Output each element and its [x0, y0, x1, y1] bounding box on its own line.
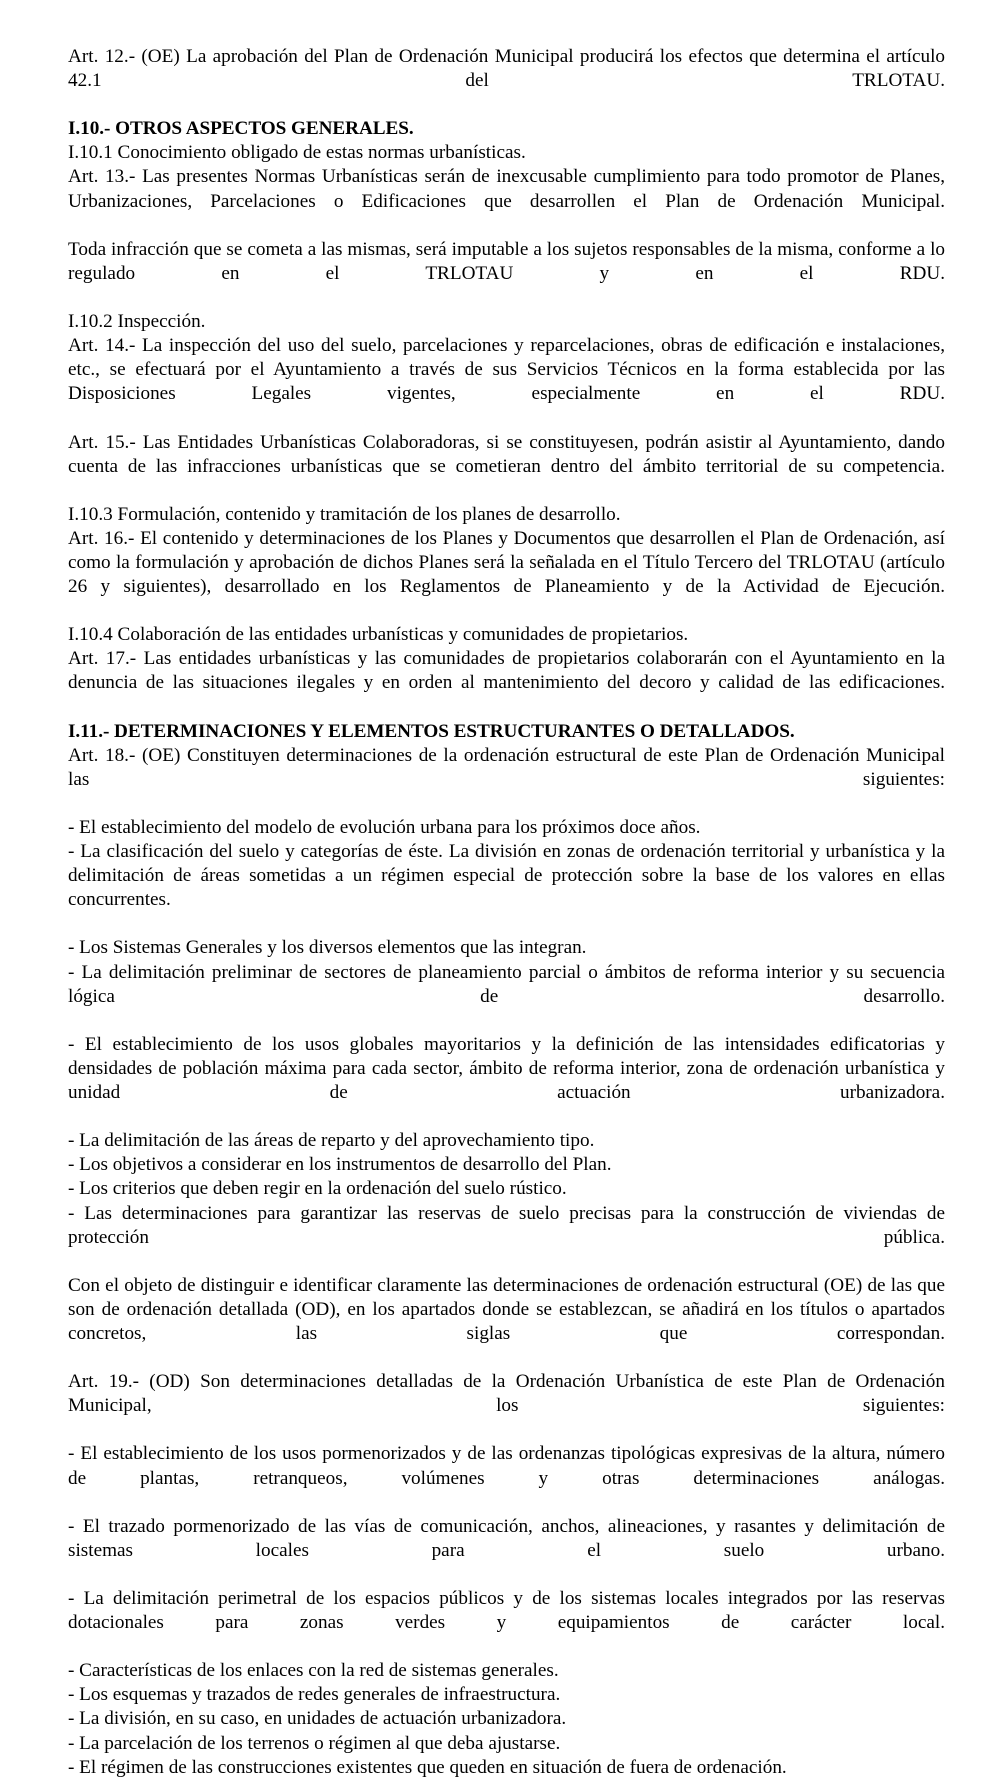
list-item: - El establecimiento de los usos globales mayoritarios y la definición de las intensidades edificatorias y densidades de población máxima para cada sector, ámbito de reforma interior, zona de ordenación urbanística y unidad de actuación urbanizadora.: [68, 1033, 945, 1104]
list-item: - El régimen de las construcciones existentes que queden en situación de fuera de ordenación.: [68, 1756, 787, 1778]
list-item: - La delimitación de las áreas de reparto y del aprovechamiento tipo.: [68, 1130, 595, 1152]
body-paragraph: I.10.2 Inspección.: [68, 311, 206, 333]
body-paragraph: I.10.4 Colaboración de las entidades urbanísticas y comunidades de propietarios.: [68, 624, 689, 646]
list-item: - El establecimiento de los usos pormenorizados y de las ordenanzas tipológicas expresivas de la altura, número de plantas, retranqueos, volúmenes y otras determinaciones análogas.: [68, 1443, 945, 1489]
list-item: - Características de los enlaces con la red de sistemas generales.: [68, 1660, 559, 1682]
list-item: - La parcelación de los terrenos o régimen al que deba ajustarse.: [68, 1732, 561, 1754]
body-paragraph: I.10.1 Conocimiento obligado de estas normas urbanísticas.: [68, 142, 526, 164]
body-paragraph: Art. 15.- Las Entidades Urbanísticas Colaboradoras, si se constituyesen, podrán asistir al Ayuntamiento, dando cuenta de las infracciones urbanísticas que se cometieran dentro del ámbito territorial de su competencia.: [68, 431, 945, 477]
body-paragraph: Art. 17.- Las entidades urbanísticas y las comunidades de propietarios colaborarán con el Ayuntamiento en la denuncia de las situaciones ilegales y en orden al mantenimiento del decoro y calidad de las edificaciones.: [68, 648, 945, 694]
list-item: - Los objetivos a considerar en los instrumentos de desarrollo del Plan.: [68, 1154, 612, 1176]
list-item: - Las determinaciones para garantizar las reservas de suelo precisas para la construcción de viviendas de protección pública.: [68, 1202, 945, 1248]
list-item: - La división, en su caso, en unidades de actuación urbanizadora.: [68, 1708, 567, 1730]
list-item: - La clasificación del suelo y categorías de éste. La división en zonas de ordenación territorial y urbanística y la delimitación de áreas sometidas a un régimen especial de protección sobre la base de los valores en ellas concurrentes.: [68, 841, 945, 911]
list-item: - El trazado pormenorizado de las vías de comunicación, anchos, alineaciones, y rasantes y delimitación de sistemas locales para el suelo urbano.: [68, 1515, 945, 1561]
body-paragraph: Con el objeto de distinguir e identificar claramente las determinaciones de ordenación estructural (OE) de las que son de ordenación detallada (OD), en los apartados donde se establezcan, se añadirá en los títulos o apartados concretos, las siglas que correspondan.: [68, 1274, 945, 1344]
body-paragraph: Art. 14.- La inspección del uso del suelo, parcelaciones y reparcelaciones, obras de edificación e instalaciones, etc., se efectuará por el Ayuntamiento a través de sus Servicios Técnicos en la forma establecida por las Disposiciones Legales vigentes, especialmente en el RDU.: [68, 335, 945, 405]
list-item: - Los Sistemas Generales y los diversos elementos que las integran.: [68, 937, 587, 959]
list-item: - El establecimiento del modelo de evolución urbana para los próximos doce años.: [68, 817, 701, 838]
body-paragraph: I.10.3 Formulación, contenido y tramitación de los planes de desarrollo.: [68, 503, 621, 525]
list-item: - La delimitación preliminar de sectores de planeamiento parcial o ámbitos de reforma interior y su secuencia lógica de desarrollo.: [68, 961, 945, 1007]
list-item: - Los esquemas y trazados de redes generales de infraestructura.: [68, 1684, 561, 1706]
section-heading: I.11.- DETERMINACIONES Y ELEMENTOS ESTRUCTURANTES O DETALLADOS.: [68, 720, 795, 742]
document-body: [68, 45, 945, 1780]
body-paragraph: Art. 18.- (OE) Constituyen determinaciones de la ordenación estructural de este Plan de Ordenación Municipal las siguientes:: [68, 744, 945, 790]
body-paragraph: Art. 19.- (OD) Son determinaciones detalladas de la Ordenación Urbanística de este Plan de Ordenación Municipal, los siguientes:: [68, 1371, 945, 1417]
list-item: - La delimitación perimetral de los espacios públicos y de los sistemas locales integrados por las reservas dotacionales para zonas verdes y equipamientos de carácter local.: [68, 1588, 945, 1634]
list-item: - Los criterios que deben regir en la ordenación del suelo rústico.: [68, 1178, 567, 1200]
body-paragraph: Toda infracción que se cometa a las mismas, será imputable a los sujetos responsables de la misma, conforme a lo regulado en el TRLOTAU y en el RDU.: [68, 238, 945, 284]
body-paragraph: Art. 13.- Las presentes Normas Urbanísticas serán de inexcusable cumplimiento para todo promotor de Planes, Urbanizaciones, Parcelaciones o Edificaciones que desarrollen el Plan de Ordenación Municipal.: [68, 166, 945, 212]
body-paragraph: Art. 16.- El contenido y determinaciones de los Planes y Documentos que desarrollen el Plan de Ordenación, así como la formulación y aprobación de dichos Planes será la señalada en el Título Tercero del TRLOTAU (artículo 26 y siguientes), desarrollado en los Reglamentos de Planeamiento y de la Actividad de Ejecución.: [68, 527, 945, 598]
section-heading: I.10.- OTROS ASPECTOS GENERALES.: [68, 118, 414, 140]
body-paragraph: Art. 12.- (OE) La aprobación del Plan de Ordenación Municipal producirá los efectos que determina el artículo 42.1 del TRLOTAU.: [68, 46, 945, 92]
